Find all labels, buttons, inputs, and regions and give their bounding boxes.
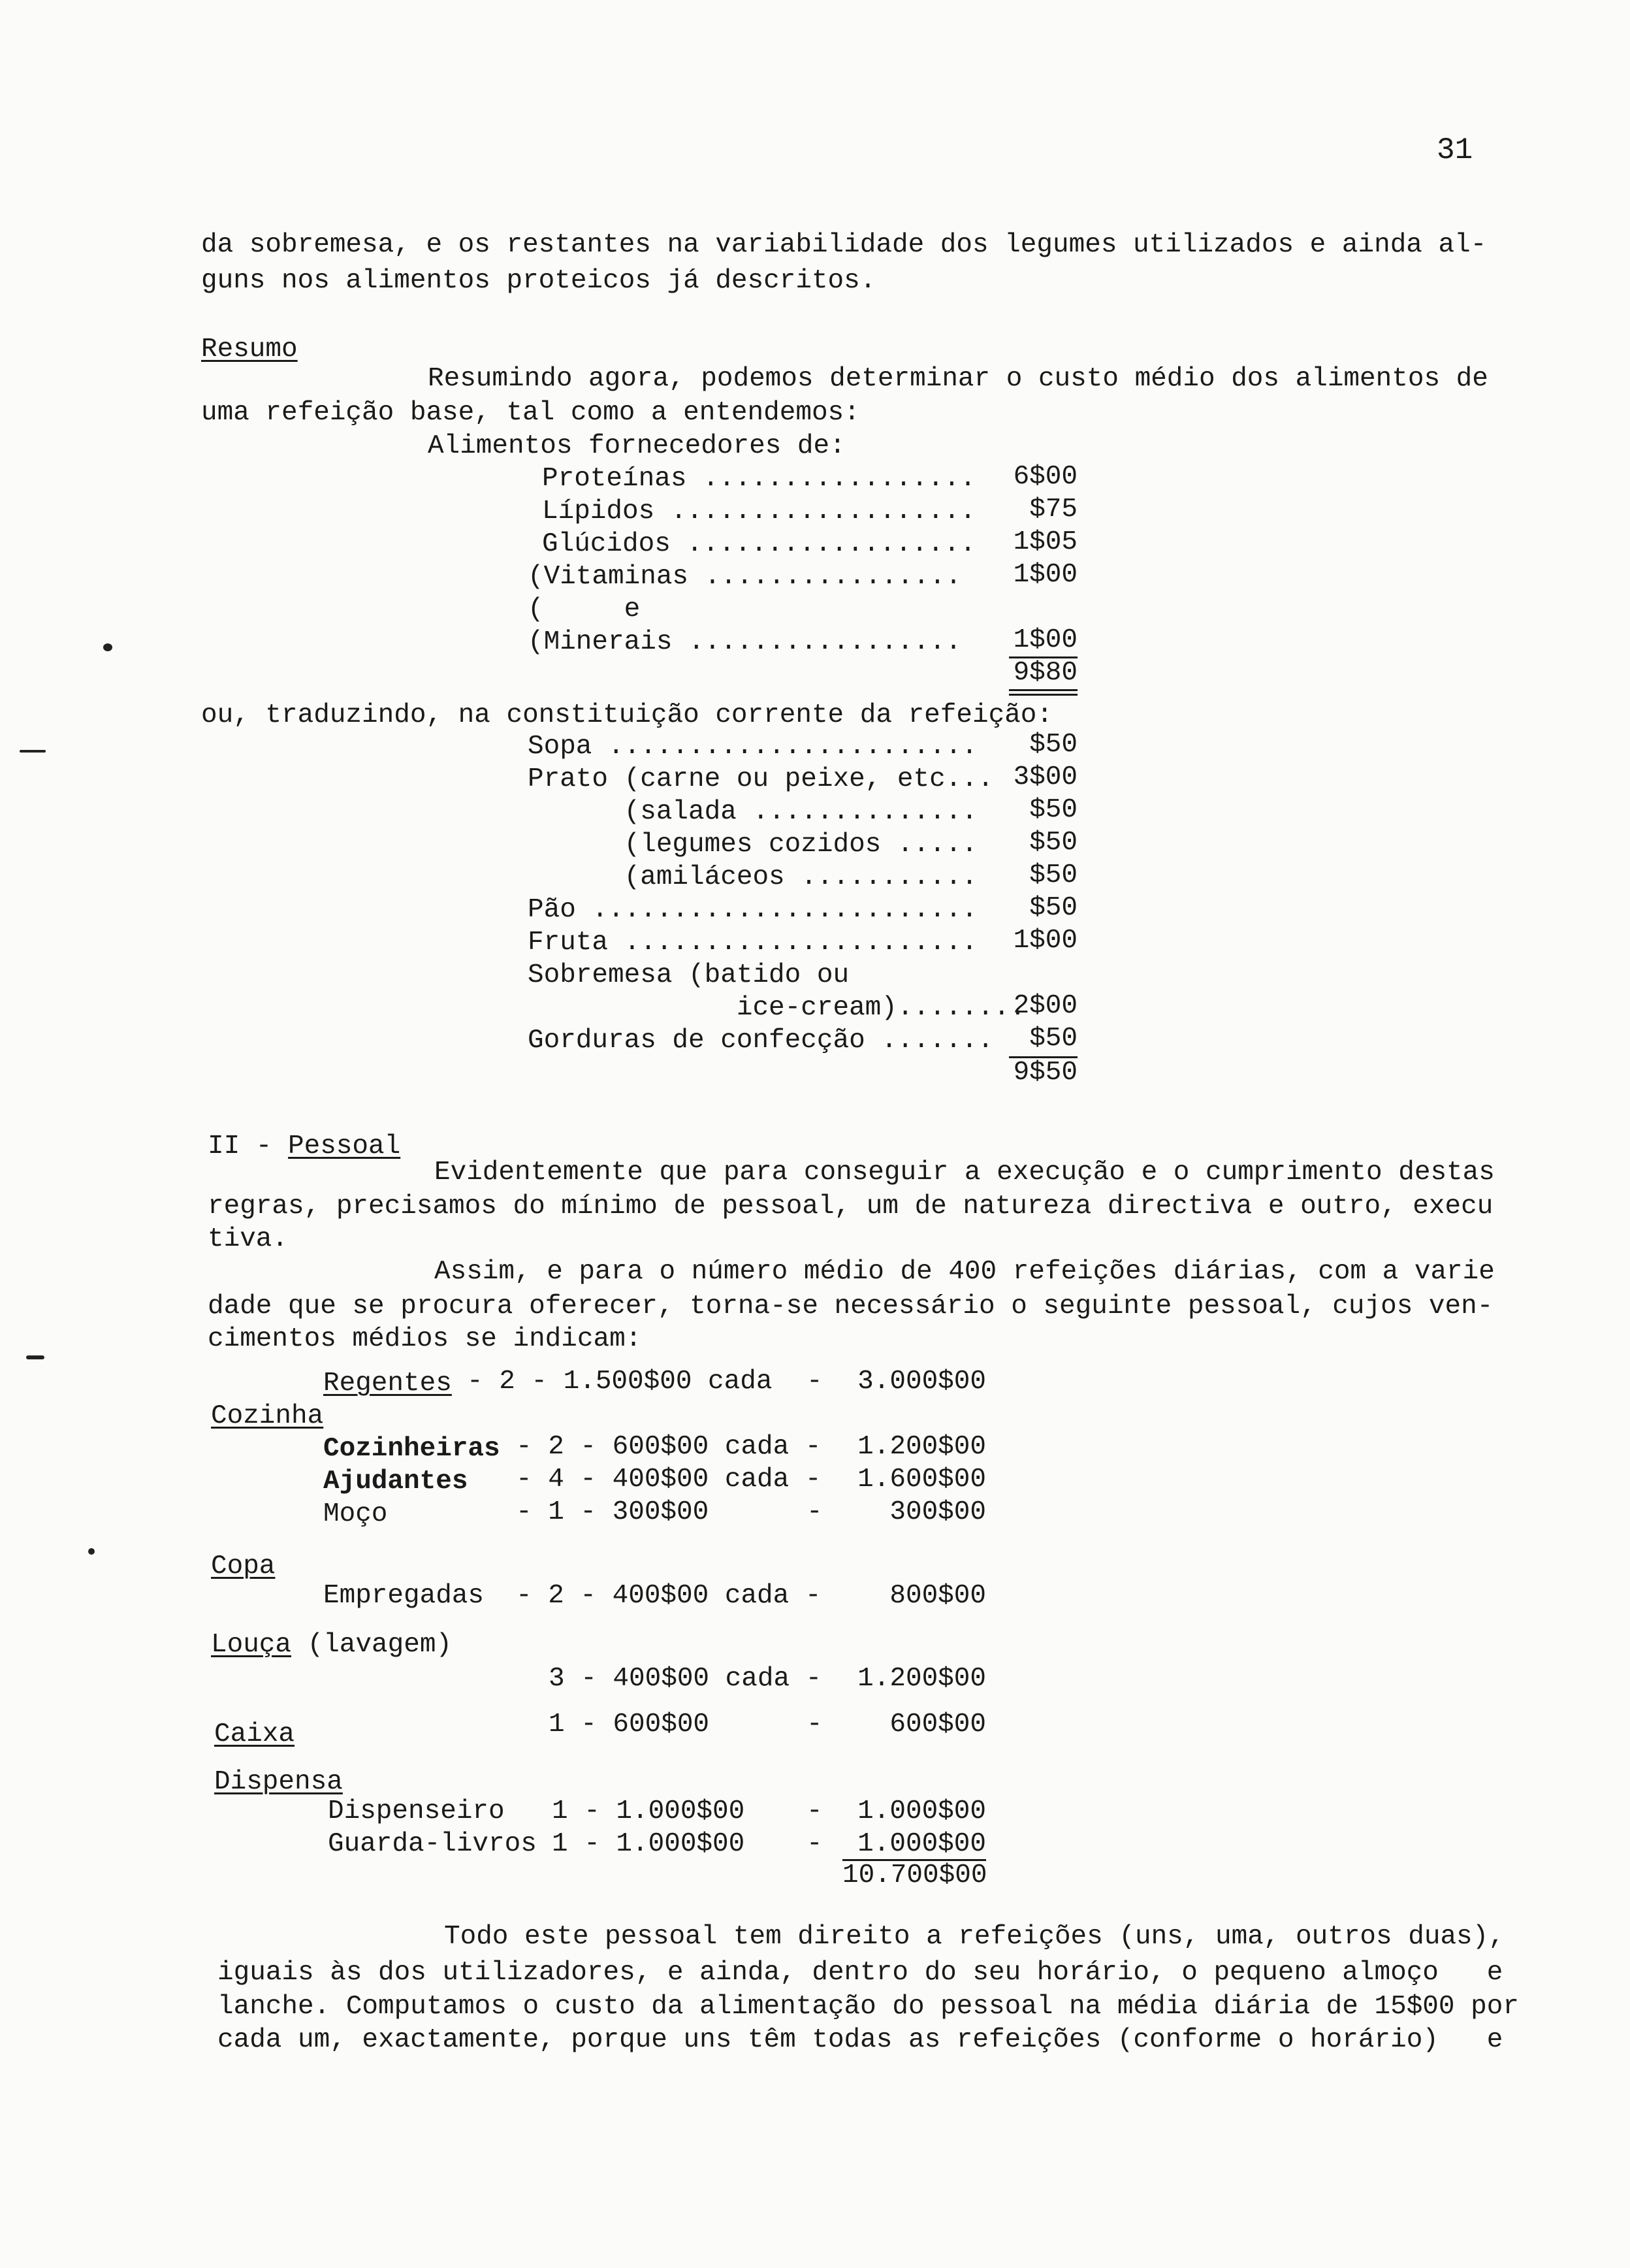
meal-item-label: Sopa ....................... <box>528 732 978 762</box>
pessoal-heading: Pessoal <box>288 1131 401 1161</box>
staff-total: 1.000$00 <box>857 1796 986 1826</box>
nutrient-value: 1$05 <box>1013 527 1078 557</box>
intro-line-2: guns nos alimentos proteicos já descritos. <box>201 266 876 296</box>
scan-speck <box>26 1355 44 1359</box>
regentes-label: Regentes <box>323 1369 452 1399</box>
nutrient-value: 1$00 <box>1013 560 1078 590</box>
nutrient-label: Proteínas ................. <box>542 464 976 494</box>
section-number: II - <box>208 1131 289 1161</box>
meal-item-label: Pão ........................ <box>528 895 978 925</box>
staff-total: 1.000$00 <box>857 1829 986 1859</box>
caixa-heading: Caixa <box>214 1719 295 1749</box>
closing-line-2: iguais às dos utilizadores, e ainda, dentro do seu horário, o pequeno almoço e <box>217 1958 1503 1988</box>
staff-dash: - <box>807 1829 823 1859</box>
regentes-total: 3.000$00 <box>857 1367 986 1397</box>
louca-note: (lavagem) <box>291 1630 453 1660</box>
pessoal-para2-line-2: dade que se procura oferecer, torna-se necessário o seguinte pessoal, cujos ven- <box>208 1291 1494 1321</box>
meal-total: 9$50 <box>1013 1058 1078 1088</box>
staff-detail: 1 - 1.000$00 <box>552 1829 745 1859</box>
total-double-rule <box>1009 689 1078 691</box>
staff-total: 600$00 <box>889 1709 986 1740</box>
meal-item-value: $50 <box>1029 795 1078 825</box>
staff-role: Cozinheiras <box>323 1434 500 1464</box>
dispensa-heading: Dispensa <box>214 1767 343 1797</box>
meal-item-value: 1$00 <box>1013 926 1078 956</box>
page-number: 31 <box>1437 133 1473 167</box>
meal-item-value: $50 <box>1029 860 1078 890</box>
staff-total: 800$00 <box>889 1581 986 1611</box>
closing-line-4: cada um, exactamente, porque uns têm todas as refeições (conforme o horário) e <box>217 2025 1503 2055</box>
pessoal-para1-line-2: regras, precisamos do mínimo de pessoal, um de natureza directiva e outro, execu <box>208 1191 1494 1222</box>
closing-line-1: Todo este pessoal tem direito a refeições (uns, uma, outros duas), <box>444 1922 1505 1952</box>
cozinha-heading: Cozinha <box>211 1401 324 1431</box>
meal-item-label: Fruta ...................... <box>528 928 978 958</box>
staff-role: Empregadas <box>323 1581 485 1611</box>
nutrient-label: Lípidos ................... <box>542 496 976 526</box>
total-double-rule <box>1009 694 1078 696</box>
meal-item-value: $50 <box>1029 828 1078 858</box>
meal-item-label: Sobremesa (batido ou <box>528 960 850 990</box>
staff-detail: 1 - 1.000$00 <box>552 1796 745 1826</box>
staff-total: 1.200$00 <box>857 1664 986 1694</box>
staff-role: Guarda-livros <box>328 1829 537 1859</box>
staff-detail: 1 - 600$00 <box>549 1709 710 1740</box>
closing-line-3: lanche. Computamos o custo da alimentação do pessoal na média diária de 15$00 por <box>217 1992 1519 2022</box>
scan-speck <box>20 750 46 753</box>
meal-item-value: 2$00 <box>1013 991 1078 1021</box>
staff-detail: - 2 - 600$00 cada - <box>516 1432 822 1462</box>
staff-total: 1.200$00 <box>857 1432 986 1462</box>
staff-role: Ajudantes <box>323 1466 468 1497</box>
staff-grand-total: 10.700$00 <box>842 1860 987 1890</box>
scan-speck <box>103 643 112 651</box>
regentes-dash: - <box>807 1367 823 1397</box>
meal-item-label: Gorduras de confecção ....... <box>528 1026 994 1056</box>
meal-item-value: 3$00 <box>1013 762 1078 792</box>
staff-detail: - 2 - 400$00 cada - <box>516 1581 822 1611</box>
staff-detail: 3 - 400$00 cada - <box>549 1664 822 1694</box>
louca-heading: Louça <box>211 1630 292 1660</box>
staff-detail: - 4 - 400$00 cada - <box>516 1465 822 1495</box>
scan-speck <box>88 1548 95 1555</box>
nutrient-value: 1$00 <box>1013 625 1078 655</box>
resumo-para-line-1: Resumindo agora, podemos determinar o custo médio dos alimentos de <box>428 364 1488 394</box>
meal-item-label: Prato (carne ou peixe, etc... <box>528 764 994 794</box>
regentes-detail: - 2 - 1.500$00 cada <box>467 1367 773 1397</box>
meal-item-label: (salada .............. <box>528 797 978 827</box>
staff-role: Dispenseiro <box>328 1796 505 1826</box>
pessoal-para2-line-3: cimentos médios se indicam: <box>208 1324 642 1354</box>
nutrient-label: ( e <box>528 594 641 624</box>
pessoal-para1-line-1: Evidentemente que para conseguir a execução e o cumprimento destas <box>434 1158 1495 1188</box>
staff-dash: - <box>807 1709 823 1740</box>
pessoal-para2-line-1: Assim, e para o número médio de 400 refeições diárias, com a varie <box>434 1257 1495 1287</box>
nutrient-label: Glúcidos .................. <box>542 529 976 559</box>
staff-dash: - <box>807 1497 823 1527</box>
nutrient-label: (Minerais ................. <box>528 627 962 657</box>
nutrient-value: 6$00 <box>1013 462 1078 492</box>
meal-item-label: ice-cream)........ <box>528 993 1026 1023</box>
nutrient-value: $75 <box>1029 494 1078 525</box>
meal-item-value: $50 <box>1029 893 1078 923</box>
pessoal-para1-line-3: tiva. <box>208 1224 289 1254</box>
staff-total: 1.600$00 <box>857 1465 986 1495</box>
list-title: Alimentos fornecedores de: <box>428 431 846 461</box>
resumo-para-line-2: uma refeição base, tal como a entendemos: <box>201 398 860 428</box>
staff-dash: - <box>807 1796 823 1826</box>
staff-detail: - 1 - 300$00 <box>516 1497 709 1527</box>
staff-role: Moço <box>323 1499 388 1529</box>
nutrient-label: (Vitaminas ................ <box>528 562 962 592</box>
staff-total: 300$00 <box>889 1497 986 1527</box>
resumo-heading: Resumo <box>201 334 298 364</box>
meal-item-value: $50 <box>1029 730 1078 760</box>
copa-heading: Copa <box>211 1551 276 1581</box>
meal-item-label: (legumes cozidos ..... <box>528 830 978 860</box>
meal-item-label: (amiláceos ........... <box>528 862 978 892</box>
intro-line-1: da sobremesa, e os restantes na variabilidade dos legumes utilizados e ainda al- <box>201 230 1487 260</box>
meal-item-value: $50 <box>1029 1024 1078 1054</box>
nutrients-total: 9$80 <box>1013 658 1078 688</box>
transition-line: ou, traduzindo, na constituição corrente da refeição: <box>201 700 1053 730</box>
